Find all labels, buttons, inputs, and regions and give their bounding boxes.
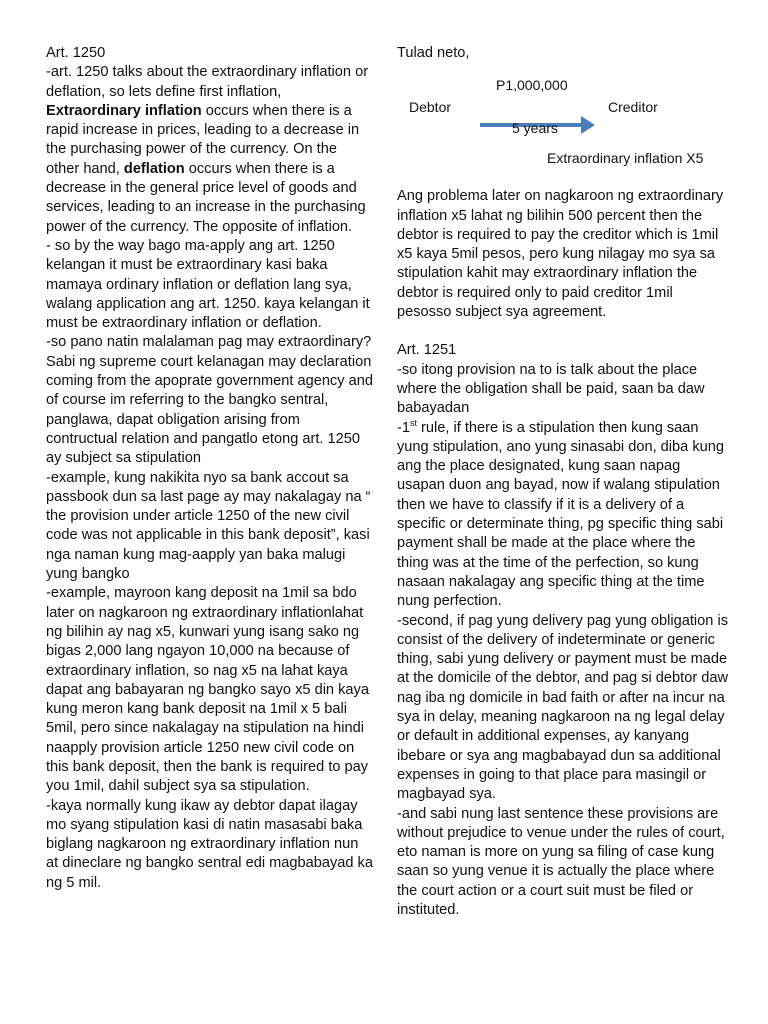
paragraph-supreme-court: -so pano natin malalaman pag may extraordinary? Sabi ng supreme court kelanagan may declaration coming from the apoprate government agency and of course im referring to the bangko sentral, panglawa, dapat obligation arising from contructual relation and pangatlo etong art. 1250 ay subject sa stipulation bbox=[46, 334, 373, 467]
intro-text: Tulad neto, bbox=[397, 45, 470, 61]
paragraph-first-rule bbox=[397, 419, 731, 612]
spacer bbox=[397, 322, 731, 341]
paragraph-last-sentence: -and sabi nung last sentence these provisions are without prejudice to venue under the rules of court, eto naman is more on yung sa filing of case kung saan so yung venue it is actually the place where the court action or a court suit must be filed or instituted. bbox=[397, 805, 725, 918]
art-1251-heading: Art. 1251 bbox=[397, 342, 457, 359]
paragraph-passbook-example: -example, kung nakikita nyo sa bank accout sa passbook dun sa last page ay may nakalagay na “ the provision under article 1250 of the new civil code was not applicable in this bank deposit”, kasi nga naman kung mag-aapply yan baka malugi yung bangko bbox=[46, 469, 371, 583]
bold-term-deflation: deflation bbox=[123, 160, 185, 177]
art-1250-heading: Art. 1250 bbox=[46, 45, 106, 61]
text-run: -1 bbox=[397, 419, 410, 436]
creditor-label: Creditor bbox=[608, 99, 658, 116]
debtor-creditor-diagram bbox=[397, 63, 731, 187]
paragraph-place-of-payment: -so itong provision na to is talk about the place where the obligation shall be paid, saan ba daw babayadan bbox=[397, 361, 705, 417]
paragraph-deposit-example: -example, mayroon kang deposit na 1mil sa bdo later on nagkaroon ng extraordinary inflationlahat ng bilihin ay nag x5, kunwari yung isang sako ng bigas 2,000 lang ngayon 10,000 na because of extraordinary inflation, so nag x5 na lahat kaya dapat ang babayaran ng bangko sayo x5 din kaya kung meron kang bank deposit na 1mil x 5 bali 5mil, pero since nakalagay na stipulation na hindi naapply provision article 1250 new civil code on this bank deposit, then the bank is required to pay you 1mil, dahil subject sya sa stipulation. bbox=[46, 585, 369, 795]
debtor-label: Debtor bbox=[409, 99, 452, 116]
superscript: st bbox=[409, 417, 417, 428]
right-column bbox=[397, 44, 731, 920]
paragraph-requirement: - so by the way bago ma-apply ang art. 1250 kelangan it must be extraordinary kasi baka mamaya ordinary inflation or deflation lang sya, walang application ang art. 1250. kaya kelangan it must be extraordinary inflation or deflation. bbox=[46, 237, 370, 332]
inflation-caption: Extraordinary inflation X5 bbox=[547, 150, 704, 167]
paragraph-second-rule: -second, if pag yung delivery pag yung obligation is consist of the delivery of indeterminate or generic thing, sabi yung delivery or payment must be made at the domicile of the debtor, and pag si debtor daw nag iba ng domicile in bad faith or after na incur na sya in delay, meaning nagkaroon na ng legal delay or default in additional expenses, ay kanyang ibebare or sya ang magbabayad dun sa additional expenses in going to that place para masingil or magbayad sya. bbox=[397, 612, 729, 803]
left-column bbox=[46, 44, 374, 893]
paragraph-inflation-definition bbox=[46, 63, 374, 237]
text-run: occurs when there is a decrease in the general price level of goods and services, leading to an increase in the purchasing power of the currency. The opposite of inflation. bbox=[46, 160, 366, 235]
text-run: occurs when there is a rapid increase in prices, leading to a decrease in the purchasing power of the currency. On the other hand, bbox=[46, 102, 360, 177]
paragraph-problem: Ang problema later on nagkaroon ng extraordinary inflation x5 lahat ng bilihin 500 percent then the debtor is required to pay the creditor which is 1mil x5 kaya 5mil pesos, pero kung nilagay mo sya sa stipulation kahit may extraordinary inflation the debtor is required only to paid creditor 1mil pesosso subject sya agreement. bbox=[397, 188, 724, 321]
text-run: -art. 1250 talks about the extraordinary inflation or deflation, so lets define first inflation, bbox=[46, 64, 369, 100]
bold-term-extraordinary-inflation: Extraordinary inflation bbox=[46, 102, 202, 119]
amount-label: P1,000,000 bbox=[496, 77, 568, 94]
text-run: rule, if there is a stipulation then kung saan yung stipulation, ano yung sinasabi don, diba kung ang the place designated, kung saan napag usapan duon ang bayad, now if walang stipulation then we have to classify if it is a delivery of a specific or determinate thing, pg specific thing sabi payment shall be made at the place where the thing was at the time of the perfection, so kung nasaan nakalagay ang specific thing at the time nung perfection. bbox=[397, 419, 724, 610]
paragraph-debtor-advice: -kaya normally kung ikaw ay debtor dapat ilagay mo syang stipulation kasi di natin masasabi baka biglang nagkaroon ng extraordinary inflation nun at dineclare ng bangko sentral edi magbabayad ka ng 5 mil. bbox=[46, 797, 373, 891]
duration-label: 5 years bbox=[512, 120, 558, 137]
